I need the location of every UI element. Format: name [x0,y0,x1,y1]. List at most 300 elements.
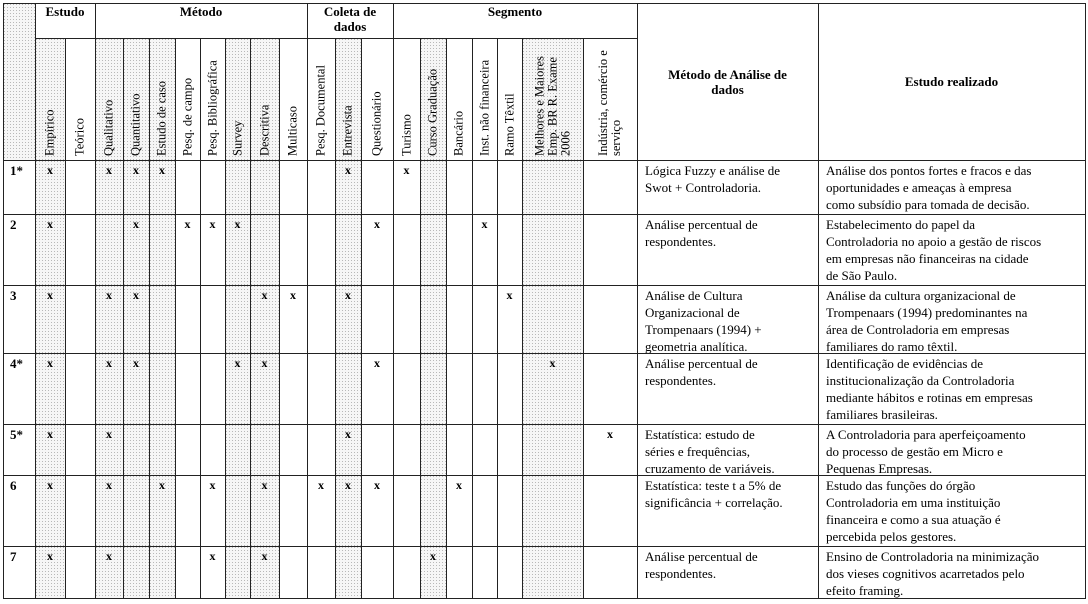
estudo-realizado-text: Trompenaars (1994) predominantes na [826,305,1028,320]
metodo-analise-text: Estatística: teste t a 5% de [645,478,782,493]
group-header-metodo-label: Método [179,4,223,19]
mark-x: x [345,163,351,177]
estudo-realizado-text: financeira e como a sua atuação é [826,512,1001,527]
column-label: Questionário [369,91,384,156]
grid-line [3,598,1086,599]
column-label: Estudo de caso [154,81,169,156]
mark-cell [149,285,175,353]
metodo-analise-cell [637,424,818,475]
mark-cell [149,475,175,546]
grid-line [149,38,150,598]
column-header [307,38,335,160]
column-header [335,38,361,160]
grid-line [637,3,638,598]
grid-line [225,38,226,598]
mark-cell [307,214,335,285]
mark-cell [522,285,583,353]
mark-cell [225,285,250,353]
mark-cell [95,424,123,475]
grid-line [35,3,36,598]
mark-cell [225,424,250,475]
mark-x: x [184,217,191,231]
mark-cell [95,285,123,353]
mark-cell [35,214,65,285]
group-header-coleta-label: Coleta de dados [323,4,377,34]
mark-cell [200,424,225,475]
row-number: 7 [10,549,17,564]
metodo-analise-cell [637,353,818,424]
grid-line [3,424,1086,425]
estudo-realizado-text: familiares do ramo têxtil. [826,339,958,353]
mark-x: x [47,217,53,231]
mark-x: x [261,549,268,563]
estudo-realizado-text: institucionalização da Controladoria [826,373,1015,388]
estudo-realizado-text: área de Controladoria em empresas [826,322,1010,337]
column-header [279,38,307,160]
estudo-realizado-cell [818,353,1085,424]
row-number: 2 [10,217,17,232]
mark-cell [123,546,149,598]
group-header-estudo [35,3,95,38]
mark-cell [65,353,95,424]
mark-x: x [430,549,436,563]
mark-cell [95,475,123,546]
column-label: Curso Graduação [425,68,440,156]
column-label: Qualitativo [101,99,116,156]
grid-line [3,160,1086,161]
grid-line [175,38,176,598]
column-header [65,38,95,160]
mark-x: x [106,478,112,492]
mark-cell [583,424,637,475]
mark-cell [446,475,472,546]
estudo-realizado-text: Identificação de evidências de [826,356,983,371]
grid-line [3,3,4,598]
mark-cell [420,160,446,214]
metodo-analise-cell [637,546,818,598]
column-label: Pesq. Documental [313,65,328,156]
mark-cell [200,475,225,546]
metodo-analise-text: cruzamento de variáveis. [645,461,775,475]
mark-cell [420,214,446,285]
estudo-realizado-cell [818,475,1085,546]
metodo-analise-text: Organizacional de [645,305,740,320]
mark-cell [149,353,175,424]
mark-cell [472,160,497,214]
column-label: Pesq. Bibliográfica [205,60,219,156]
mark-cell [279,546,307,598]
mark-cell [361,475,393,546]
mark-x: x [47,427,53,441]
grid-line [583,38,584,598]
column-header [472,38,497,160]
mark-x: x [47,288,53,302]
metodo-analise-text: Análise percentual de [645,549,758,564]
grid-line [393,3,394,598]
grid-line [420,38,421,598]
header-metodo-analise-label: Método de Análise de dados [668,66,787,97]
column-label: Melhores e Maiores Emp. BR R. Exame 2006 [532,56,572,156]
mark-cell [393,546,420,598]
mark-x: x [47,163,53,177]
mark-x: x [234,217,241,231]
header-estudo-realizado [818,3,1085,160]
estudo-realizado-text: oportunidades e ameaças à empresa [826,180,1012,195]
mark-x: x [133,217,139,231]
mark-cell [200,160,225,214]
mark-cell [225,475,250,546]
mark-cell [35,160,65,214]
mark-cell [522,546,583,598]
mark-cell [497,160,522,214]
grid-line [361,38,362,598]
mark-cell [35,424,65,475]
mark-cell [35,353,65,424]
mark-cell [65,285,95,353]
estudo-realizado-text: Controladoria em uma instituição [826,495,1001,510]
metodo-analise-text: respondentes. [645,234,717,249]
mark-x: x [261,356,268,370]
mark-x: x [106,288,112,302]
mark-cell [225,353,250,424]
mark-cell [225,546,250,598]
metodo-analise-text: significância + correlação. [645,495,783,510]
mark-cell [472,424,497,475]
mark-cell [175,475,200,546]
mark-cell [361,353,393,424]
mark-cell [393,214,420,285]
corner-cell [3,3,35,160]
mark-cell [175,214,200,285]
mark-x: x [106,356,112,370]
column-label: Descritiva [257,104,271,156]
mark-cell [307,285,335,353]
mark-x: x [403,163,410,177]
header-metodo-analise [637,3,818,160]
mark-cell [175,160,200,214]
metodo-analise-text: Análise de Cultura [645,288,743,303]
mark-cell [65,424,95,475]
mark-cell [307,160,335,214]
estudo-realizado-cell [818,546,1085,598]
grid-line [307,3,308,598]
column-label: Multicaso [285,106,300,156]
mark-cell [307,546,335,598]
estudo-realizado-text: do processo de gestão em Micro e [826,444,1003,459]
mark-cell [279,214,307,285]
estudo-realizado-text: efeito framing. [826,583,904,598]
mark-cell [522,214,583,285]
mark-x: x [318,478,324,492]
column-header [149,38,175,160]
mark-cell [123,160,149,214]
mark-cell [420,424,446,475]
metodo-analise-text: Análise percentual de [645,217,758,232]
grid-line [279,38,280,598]
mark-x: x [159,163,165,177]
column-label: Turismo [399,114,413,156]
mark-cell [522,475,583,546]
mark-cell [335,353,361,424]
grid-line [522,38,523,598]
mark-cell [65,475,95,546]
mark-cell [200,353,225,424]
metodo-analise-cell [637,285,818,353]
column-header [225,38,250,160]
grid-line [3,475,1086,476]
mark-cell [583,214,637,285]
mark-x: x [209,549,216,563]
column-label: Entrevista [340,105,355,156]
mark-cell [95,546,123,598]
grid-line [1085,3,1086,598]
mark-cell [200,546,225,598]
estudo-realizado-cell [818,214,1085,285]
metodo-analise-text: respondentes. [645,566,717,581]
mark-cell [420,546,446,598]
mark-cell [446,546,472,598]
mark-cell [35,546,65,598]
grid-line [200,38,201,598]
mark-cell [250,214,279,285]
mark-cell [361,285,393,353]
column-label: Survey [230,120,244,156]
mark-cell [279,353,307,424]
mark-x: x [261,478,268,492]
estudo-realizado-cell [818,285,1085,353]
mark-x: x [345,478,351,492]
grid-line [472,38,473,598]
mark-cell [123,285,149,353]
group-header-segmento [393,3,637,38]
mark-cell [583,546,637,598]
mark-cell [393,353,420,424]
column-header [175,38,200,160]
mark-cell [149,546,175,598]
mark-cell [497,475,522,546]
estudo-realizado-text: Estabelecimento do papel da [826,217,976,232]
metodo-analise-text: Estatística: estudo de [645,427,755,442]
mark-cell [95,160,123,214]
column-header [123,38,149,160]
mark-cell [497,353,522,424]
mark-cell [175,285,200,353]
mark-cell [279,475,307,546]
mark-cell [123,353,149,424]
mark-x: x [345,427,351,441]
mark-cell [393,160,420,214]
column-header [420,38,446,160]
mark-cell [393,475,420,546]
mark-cell [472,475,497,546]
metodo-analise-text: geometria analítica. [645,339,748,353]
mark-cell [123,424,149,475]
metodo-analise-cell [637,214,818,285]
mark-cell [361,424,393,475]
column-header [361,38,393,160]
grid-line [35,38,638,39]
grid-line [65,38,66,598]
row-number: 5* [10,427,23,442]
row-number: 3 [10,288,17,303]
estudo-realizado-cell [818,160,1085,214]
mark-x: x [47,549,53,563]
mark-cell [279,160,307,214]
estudo-realizado-text: dos vieses cognitivos acarretados pelo [826,566,1025,581]
metodo-analise-text: Análise percentual de [645,356,758,371]
mark-cell [393,285,420,353]
estudo-realizado-text: Pequenas Empresas. [826,461,933,475]
mark-cell [250,424,279,475]
mark-x: x [106,163,112,177]
mark-x: x [159,478,165,492]
mark-x: x [47,356,53,370]
column-header [446,38,472,160]
mark-cell [522,353,583,424]
mark-x: x [209,478,216,492]
group-header-coleta [307,3,393,38]
mark-cell [420,353,446,424]
mark-cell [335,160,361,214]
mark-cell [123,475,149,546]
metodo-analise-cell [637,475,818,546]
metodo-analise-text: Swot + Controladoria. [645,180,762,195]
group-header-segmento-label: Segmento [487,4,543,19]
mark-x: x [456,478,462,492]
mark-x: x [374,217,380,231]
mark-cell [175,424,200,475]
mark-cell [361,214,393,285]
mark-cell [225,160,250,214]
mark-cell [472,353,497,424]
mark-cell [307,353,335,424]
grid-line [123,38,124,598]
mark-cell [200,285,225,353]
grid-line [3,546,1086,547]
mark-x: x [106,427,112,441]
mark-x: x [374,478,380,492]
mark-cell [175,546,200,598]
metodo-analise-text: Trompenaars (1994) + [645,322,762,337]
estudo-realizado-cell [818,424,1085,475]
mark-x: x [261,288,268,302]
mark-cell [35,475,65,546]
metodo-analise-text: respondentes. [645,373,717,388]
estudo-realizado-text: Controladoria no apoio a gestão de riscos [826,234,1042,249]
mark-cell [420,475,446,546]
column-label: Inst. não financeira [477,59,491,156]
grid-line [250,38,251,598]
column-header [250,38,279,160]
mark-cell [446,285,472,353]
metodo-analise-cell [637,160,818,214]
column-header [35,38,65,160]
mark-x: x [106,549,112,563]
grid-line [3,3,1086,4]
estudo-realizado-text: Análise da cultura organizacional de [826,288,1016,303]
mark-cell [335,214,361,285]
column-label: Teórico [72,118,87,156]
grid-line [818,3,819,598]
mark-cell [225,214,250,285]
column-header [95,38,123,160]
column-label: Empírico [42,109,57,156]
row-number: 6 [10,478,17,493]
grid-line [497,38,498,598]
mark-cell [95,214,123,285]
mark-cell [65,546,95,598]
mark-cell [149,424,175,475]
estudo-realizado-text: em empresas não financeiras na cidade [826,251,1029,266]
mark-cell [307,475,335,546]
group-header-estudo-label: Estudo [45,4,85,19]
mark-cell [583,353,637,424]
mark-cell [35,285,65,353]
column-label: Quantitativo [128,93,143,156]
grid-line [95,3,96,598]
mark-cell [95,353,123,424]
column-header [200,38,225,160]
mark-cell [123,214,149,285]
mark-cell [497,546,522,598]
mark-cell [149,214,175,285]
mark-cell [335,546,361,598]
mark-cell [497,214,522,285]
metodo-analise-text: Lógica Fuzzy e análise de [645,163,780,178]
estudo-realizado-text: A Controladoria para aperfeiçoamento [826,427,1026,442]
grid-line [3,285,1086,286]
row-number: 4* [10,356,23,371]
mark-cell [472,285,497,353]
mark-cell [472,214,497,285]
estudo-realizado-text: Estudo das funções do órgão [826,478,976,493]
column-label: Pesq. de campo [180,77,194,156]
mark-cell [446,424,472,475]
grid-line [446,38,447,598]
grid-line [335,38,336,598]
mark-cell [583,475,637,546]
group-header-metodo [95,3,307,38]
grid-line [3,214,1086,215]
mark-cell [65,214,95,285]
mark-x: x [47,478,53,492]
estudo-realizado-text: como subsídio para tomada de decisão. [826,197,1030,212]
metodo-analise-text: séries e frequências, [645,444,751,459]
mark-x: x [481,217,488,231]
mark-cell [335,424,361,475]
mark-cell [497,424,522,475]
mark-cell [446,160,472,214]
mark-x: x [290,288,296,302]
mark-x: x [133,288,139,302]
mark-cell [250,160,279,214]
mark-cell [335,285,361,353]
column-header [497,38,522,160]
column-header [393,38,420,160]
mark-cell [307,424,335,475]
grid-line [3,353,1086,354]
estudo-realizado-text: Ensino de Controladoria na minimização [826,549,1039,564]
mark-cell [583,285,637,353]
mark-cell [472,546,497,598]
mark-x: x [133,356,139,370]
header-estudo-realizado-label: Estudo realizado [904,74,999,89]
mark-x: x [133,163,139,177]
mark-cell [250,285,279,353]
mark-cell [250,475,279,546]
mark-x: x [345,288,351,302]
mark-x: x [209,217,216,231]
